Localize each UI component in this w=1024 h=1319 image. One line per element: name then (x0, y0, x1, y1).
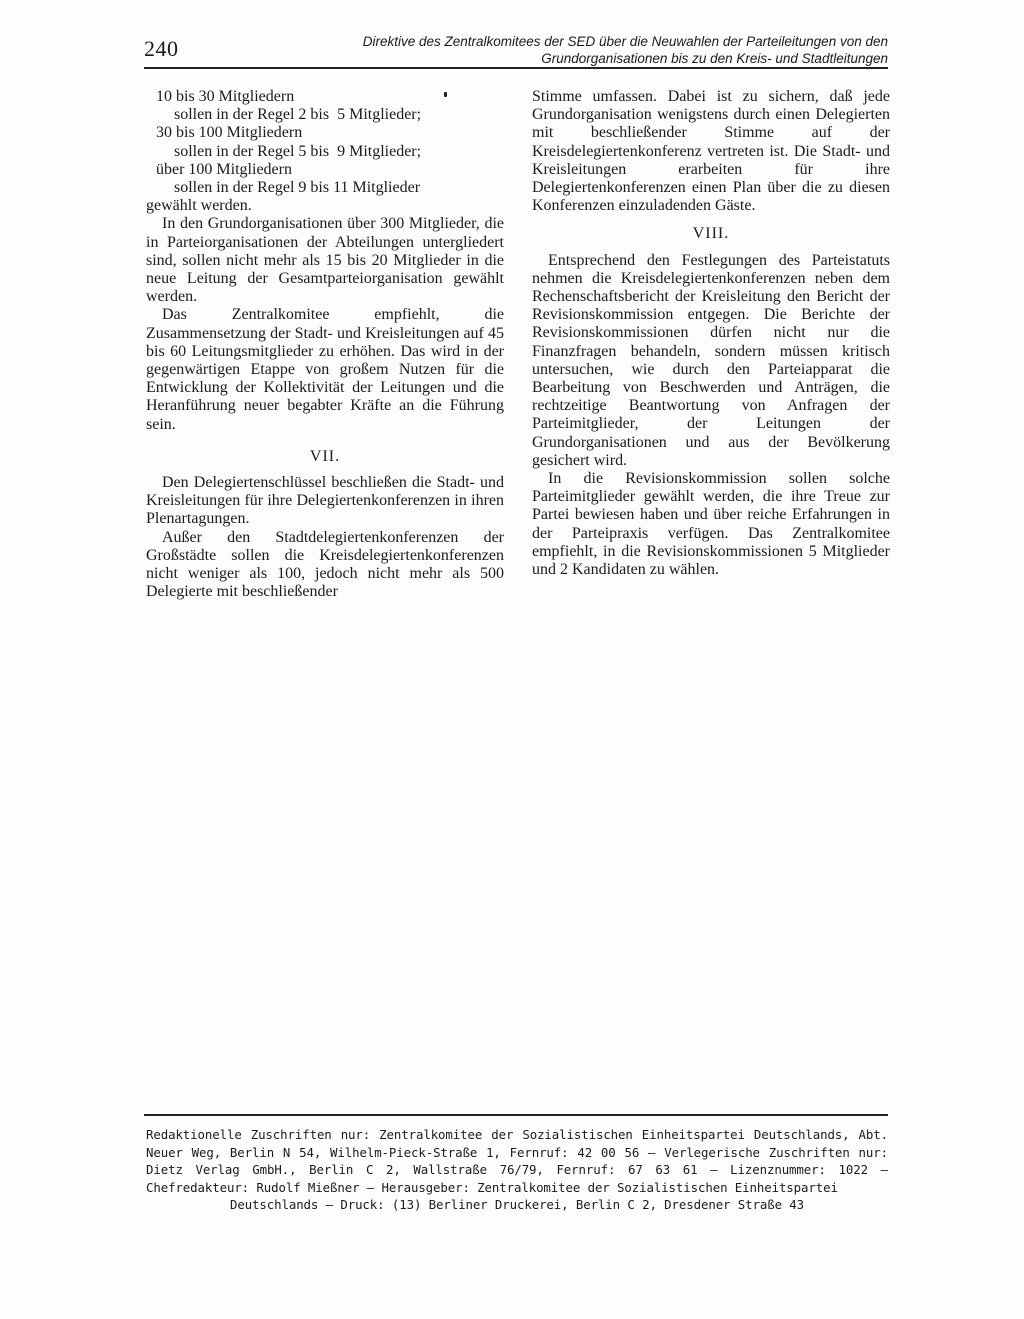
paragraph: Das Zentralkomitee empfiehlt, die Zusammensetzung der Stadt- und Kreisleitungen auf 45 bis 60 Leitungsmitglieder zu erhöhen. Das wird in der gegenwärtigen Etappe von großem Nutzen für die Entwicklung der Kollektivität der Leitungen und die Heranführung neuer begabter Kräfte an die Führung sein. (146, 306, 504, 433)
right-column (532, 88, 890, 579)
paragraph: Außer den Stadtdelegiertenkonferenzen der Großstädte sollen die Kreisdelegiertenkonferenzen nicht weniger als 100, jedoch nicht mehr als 500 Delegierte mit beschließender (146, 528, 504, 601)
list-end: gewählt werden. (146, 197, 252, 215)
list-item: 10 bis 30 Mitgliedern (156, 88, 295, 105)
list-item: 30 bis 100 Mitgliedern (156, 124, 303, 142)
section-heading-viii: VIII. (692, 225, 730, 243)
member-list (146, 88, 504, 197)
left-column (146, 88, 504, 601)
section-heading-vii: VII. (309, 447, 341, 465)
list-item: sollen in der Regel 5 bis 9 Mitglieder; (174, 142, 422, 160)
list-item: sollen in der Regel 9 bis 11 Mitglieder (174, 179, 421, 197)
running-head-line-2: Grundorganisationen bis zu den Kreis- und Stadtleitungen (541, 51, 888, 66)
imprint-text: Redaktionelle Zuschriften nur: Zentralkomitee der Sozialistischen Einheitspartei Deutschlands, Abt. Neuer Weg, Berlin N 54, Wilhelm-Pieck-Straße 1, Fernruf: 42 00 56 — Verlegerische Zuschriften nur: Dietz Verlag GmbH., Berlin C 2, Wallstraße 76/79, Fernruf: 67 63 61 — Lizenznummer: 1022 — Chefredakteur: Rudolf Mießner — Herausgeber: Zentralkomitee der Sozialistischen Einheitspartei (146, 1127, 888, 1195)
page-number: 240 (144, 36, 179, 61)
paragraph: Stimme umfassen. Dabei ist zu sichern, daß jede Grundorganisation wenigstens durch einen Delegierten mit beschließender Stimme auf der Kreisdelegiertenkonferenz vertreten ist. Die Stadt- und Kreisleitungen erarbeiten für ihre Delegiertenkonferenzen einen Plan über die zu diesen Konferenzen einzuladenden Gäste. (532, 88, 890, 215)
paragraph: In die Revisionskommission sollen solche Parteimitglieder gewählt werden, die ihre Treue zur Partei bewiesen haben und über reiche Erfahrungen in der Parteipraxis verfügen. Das Zentralkomitee empfiehlt, in die Revisionskommissionen 5 Mitglieder und 2 Kandidaten zu wählen. (532, 470, 890, 579)
paragraph: Den Delegiertenschlüssel beschließen die Stadt- und Kreisleitungen für ihre Delegiertenkonferenzen in ihren Plenartagungen. (146, 474, 504, 528)
running-head-line-1: Direktive des Zentralkomitees der SED über die Neuwahlen der Parteileitungen von den (362, 34, 888, 49)
footer-rule (144, 1114, 888, 1116)
paragraph: In den Grundorganisationen über 300 Mitglieder, die in Parteiorganisationen der Abteilungen untergliedert sind, sollen nicht mehr als 15 bis 20 Mitglieder in die neue Leitung der Gesamtparteiorganisation gewählt werden. (146, 215, 504, 306)
list-item: sollen in der Regel 2 bis 5 Mitglieder; (174, 106, 422, 124)
running-head (238, 33, 888, 67)
imprint (146, 1126, 888, 1214)
paragraph: Entsprechend den Festlegungen des Parteistatuts nehmen die Kreisdelegiertenkonferenzen neben dem Rechenschaftsbericht der Kreisleitung den Bericht der Revisionskommission entgegen. Die Berichte der Revisionskommissionen dürfen nicht nur die Finanzfragen behandeln, sondern müssen kritisch untersuchen, wie durch den Parteiapparat die Bearbeitung von Beschwerden und Anträgen, die rechtzeitige Beantwortung von Anfragen der Parteimitglieder, der Leitungen der Grundorganisationen und aus der Bevölkerung gesichert wird. (532, 251, 890, 469)
imprint-last-line: Deutschlands — Druck: (13) Berliner Druckerei, Berlin C 2, Dresdener Straße 43 (229, 1197, 805, 1212)
header-rule (144, 67, 888, 69)
list-item: über 100 Mitgliedern (156, 160, 292, 178)
